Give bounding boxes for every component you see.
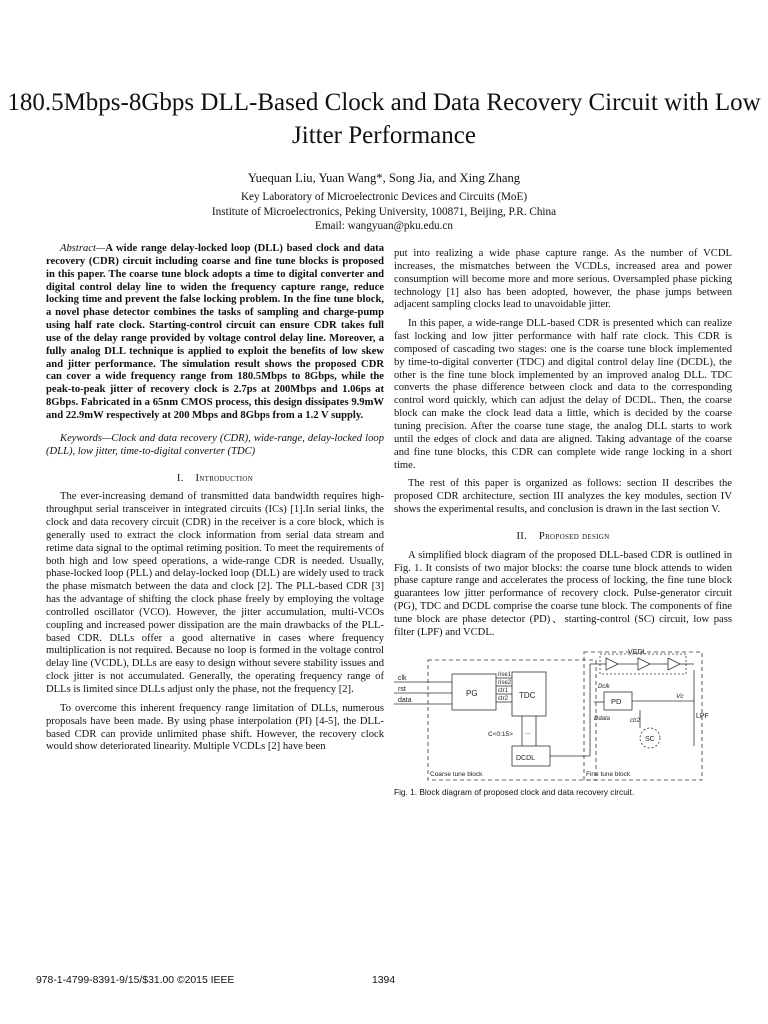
abstract-label: Abstract— [60,243,106,254]
dclk-label: Dclk [598,683,610,690]
intro-paragraph-2: To overcome this inherent frequency range limitation of DLLs, numerous proposals have been made. By using phase interpolation (PI) [4-5], the DLL-based CDR can provide unlimited phase shift. However, the recovery clock would show deteriorated linearity. Multiple VCDLs [2] have been [46,702,384,753]
right-column [394,248,732,798]
block-diagram [394,646,732,784]
keywords: Keywords—Clock and data recovery (CDR), wide-range, delay-locked loop (DLL), low jitter, time-to-digital converter (TDC) [46,432,384,457]
right-paragraph-3: The rest of this paper is organized as follows: section II describes the proposed CDR architecture, section III analyzes the key modules, section IV shows the experimental results, and conclusion is drawn in the last section V. [394,478,732,516]
input-label: data [398,696,412,704]
affiliation [0,190,768,234]
intro-paragraph-1: The ever-increasing demand of transmitted data bandwidth requires high-throughput serial transceiver in integrated circuits (ICs) [1].In serial links, the clock and data recovery circuit (CDR) in the receiver is a core block, which is generally used to extract the clock information from serial data stream and retime data signal to the optimal retiming position. To meet the requirements of both high and low speed operations, a wide-range CDR is needed. Usually, phase-locked loop (PLL) and delay-locked loop (DLL) are widely used to track the phase mismatch between the data and clock [2]. The PLL-based CDR [3] has the advantage of shifting the clock phase freely by employing the voltage controlled oscillator (VCO). However, the jitter accumulation, multi-VCOs coupling and increased power dissipation are the main drawbacks of the PLL-based CDR. DLLs offer a good alternative in cases where frequency multiplication is not required. Because no loop is formed in the voltage control delay line (VCDL), DLLs are easy to design without severe stability issues and clock jitter is not accumulated. Generally, the operating frequency range of DLLs is limited since DLLs adjust only the phase, not the frequency [2]. [46,491,384,695]
footer-copyright: 978-1-4799-8391-9/15/$31.00 ©2015 IEEE [36,975,235,986]
figure-1 [394,646,732,784]
section-heading-2 [394,531,732,544]
pg-output-label: rise2 [498,679,512,686]
vcdl-buffer [638,658,650,670]
ctr2-label: ctr2 [630,717,641,724]
vcdl-label: VCDL [628,648,647,656]
bus-dots: ... [525,728,531,736]
pg-output-label: rise1 [498,671,512,678]
affiliation-line: Key Laboratory of Microelectronic Devices and Circuits (MoE) [240,191,528,203]
figure-caption: Fig. 1. Block diagram of proposed clock and data recovery circuit. [394,786,635,797]
vcdl-buffer [606,658,618,670]
lpf-label: LPF [696,712,709,720]
ddata-label: Ddata [594,715,611,722]
abstract [46,243,384,423]
authors: Yuequan Liu, Yuan Wang*, Song Jia, and Xing Zhang [247,171,521,185]
input-label: rst [398,685,406,693]
pg-output-label: ctr2 [498,695,509,702]
right-paragraph-1: put into realizing a wide phase capture range. As the number of VCDL increases, the mismatches between the VCDLs, increased area and power consumption will become more and more serious. Oversampled phase picking technology [1] also has been adopted, however, the phase jumps between adjacent sampling clocks lead to unavoidable jitter. [394,248,732,311]
page-number: 1394 [372,975,396,986]
dcdl-label: DCDL [516,754,536,762]
section-heading-1 [46,473,384,486]
section-title: Introduction [195,472,254,484]
coarse-block-label: Coarse tune block [430,770,483,778]
email: Email: wangyuan@pku.edu.cn [315,220,453,232]
section-number: II. [516,530,528,542]
tdc-label: TDC [519,690,536,700]
paper-title: 180.5Mbps-8Gbps DLL-Based Clock and Data Recovery Circuit with Low Jitter Performance [7,89,761,149]
affiliation-line: Institute of Microelectronics, Peking University, 100871, Beijing, P.R. China [211,205,557,218]
right-paragraph-2: In this paper, a wide-range DLL-based CDR is presented which can realize fast locking and low jitter performance with half rate clock. This CDR is composed of cascading two stages: one is the coarse tune block implemented by time-to-digital converter (TDC) and digital control delay line (DCDL), the other is the fine tune block implemented by an improved analog DLL. TDC converts the phase difference between clock and data to the corresponding control word quickly, which can adjust the delay of DCDL. Then, the coarse block can make the clock lead data a little, which is decided by the coarse tuning precision. After the coarse tune stage, the analog DLL starts to work until the edges of clock and data are aligned. Taking advantage of the coarse and fine tune blocks, this CDR can complete wide range locking in a short time. [394,318,732,471]
section-number: I. [176,472,184,484]
pd-label: PD [611,696,622,706]
left-column [46,243,384,760]
pg-label: PG [466,688,478,698]
input-label: clk [398,674,407,682]
sc-label: SC [645,735,655,743]
vc-label: Vc [676,692,684,700]
abstract-text: A wide range delay-locked loop (DLL) based clock and data recovery (CDR) circuit including coarse and fine tune blocks is proposed in this paper. The coarse tune block adopts a time to digital converter and digital control delay line to widen the frequency capture range, reduce locking time and prevent the false locking problem. In the fine tune block, a novel phase detector combines the tasks of sampling and charge-pump using half rate clock. Starting-control circuit can ensure CDR takes full use of the delay range provided by voltage control delay line. Moreover, a fully analog DLL technique is applied to exploit the benefits of low skew and jitter performance. The simulation result shows the proposed CDR can cover a wide frequency range from 180.5Mbps to 8Gbps, while the peak-to-peak jitter of recovery clock is 2.7ps at 200Mbps and 1.06ps at 8Gbps. Fabricated in a 65nm CMOS process, this design dissipates 9.9mW and 22.9mW respectively at 200 Mbps and 8Gbps from a 1.2 V supply. [46,243,384,421]
section-title: Proposed design [538,530,610,542]
vcdl-buffer [668,658,680,670]
fine-block-label: Fine tune block [586,770,631,778]
section2-paragraph-1: A simplified block diagram of the proposed DLL-based CDR is outlined in Fig. 1. It consists of two major blocks: the coarse tune block attends to widen phase capture range and accelerates the process of locking, the fine tune block guarantees low jitter performance of recovery clock. Pulse-generator circuit (PG), TDC and DCDL comprise the coarse tune block. The components of fine tune block are phase detector (PD)、starting-control (SC) circuit, low pass filter (LPF) and VCDL. [394,549,732,638]
pg-output-label: ctr1 [498,687,509,694]
bus-label: C<0:15> [488,730,513,738]
